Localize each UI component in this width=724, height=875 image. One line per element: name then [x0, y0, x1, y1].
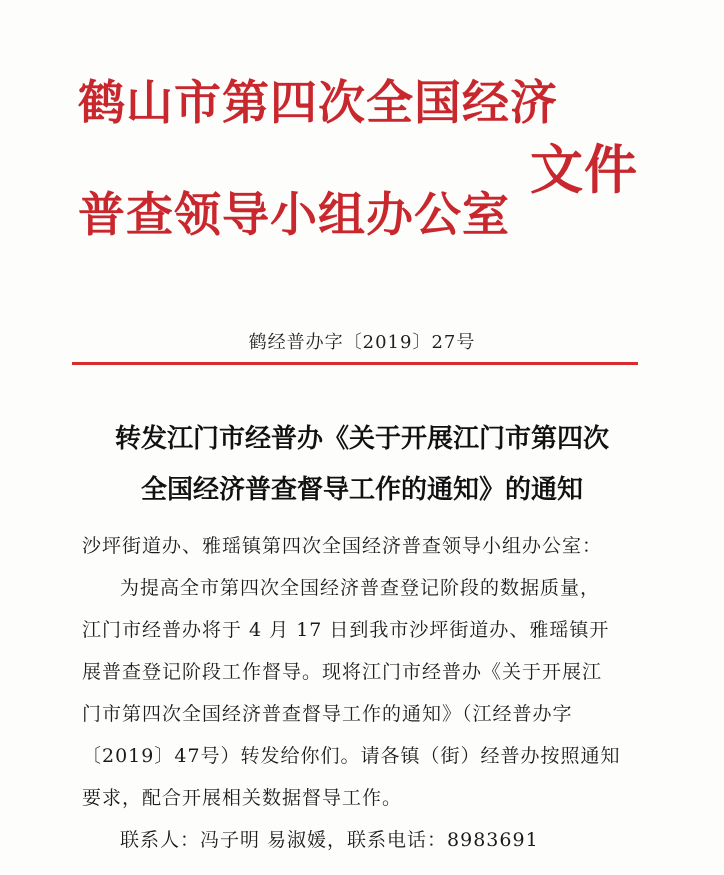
contact-info: 联系人：冯子明 易淑媛，联系电话：8983691 — [120, 829, 539, 851]
recipients: 沙坪街道办、雅瑶镇第四次全国经济普查领导小组办公室： — [82, 535, 603, 557]
body-line: 要求，配合开展相关数据督导工作。 — [82, 787, 403, 809]
body-line: 为提高全市第四次全国经济普查登记阶段的数据质量， — [120, 577, 601, 599]
issuer-name-line-2: 普查领导小组办公室 — [78, 188, 510, 243]
header-divider — [72, 362, 638, 365]
document-title-line-2: 全国经济普查督导工作的通知》的通知 — [140, 475, 583, 505]
document-type-label: 文件 — [530, 139, 638, 201]
body-line: 〔2019〕47号）转发给你们。请各镇（街）经普办按照通知 — [82, 745, 621, 767]
body-line: 展普查登记阶段工作督导。现将江门市经普办《关于开展江 — [82, 661, 603, 683]
issuer-name-line-1: 鹤山市第四次全国经济 — [78, 76, 558, 131]
document-number: 鹤经普办字〔2019〕27号 — [248, 332, 476, 353]
body-line: 江门市经普办将于 4 月 17 日到我市沙坪街道办、雅瑶镇开 — [82, 619, 610, 641]
body-line: 门市第四次全国经济普查督导工作的通知》（江经普办字 — [82, 703, 573, 725]
document-title-line-1: 转发江门市经普办《关于开展江门市第四次 — [114, 424, 609, 454]
